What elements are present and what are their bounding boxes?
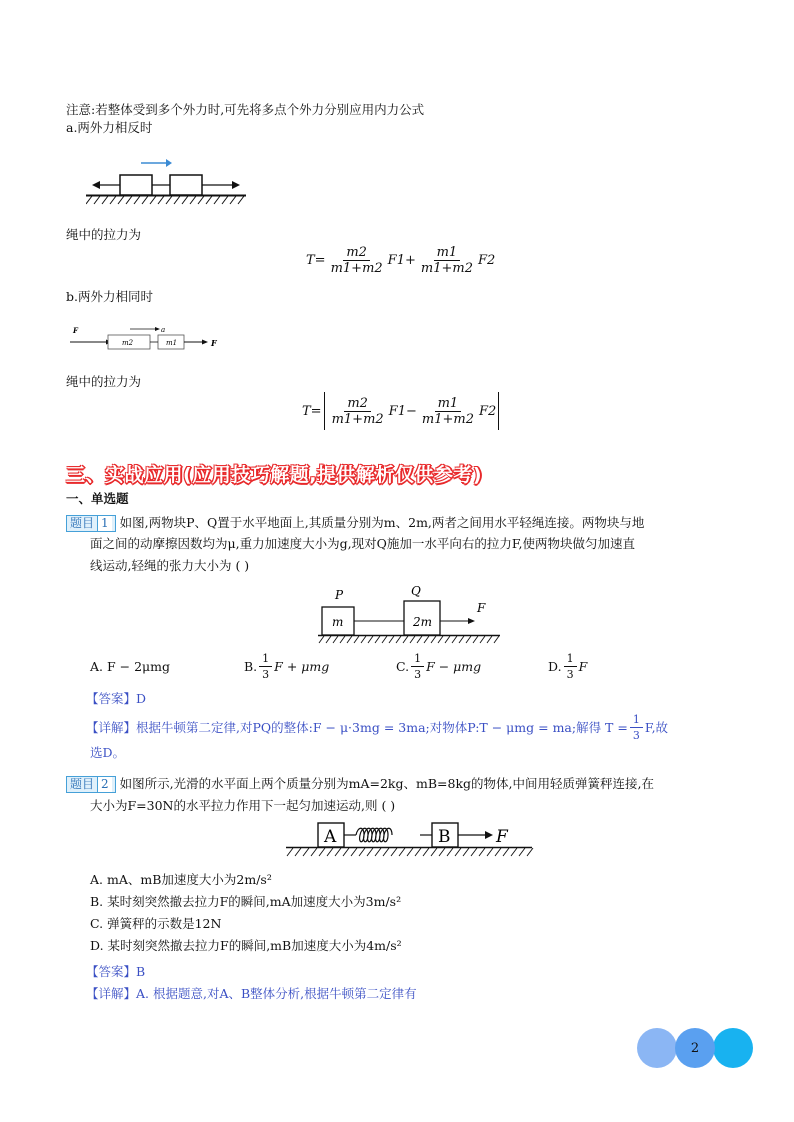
section-title-paren: (应用技巧解题,提供解析仅供参考): [183, 464, 483, 486]
q1-option-c-prefix: C.: [396, 658, 410, 674]
question-2-tag-label: 题目: [70, 777, 95, 791]
formula-b: [302, 392, 501, 430]
q1-option-d[interactable]: [548, 651, 587, 682]
formula-b-frac2-num: m1: [435, 396, 462, 412]
q2-label-f: F: [496, 827, 508, 847]
diagram-b-f-right: F: [211, 338, 217, 348]
formula-b-lhs: T=: [302, 403, 322, 419]
q1-option-d-frac-den: 3: [566, 668, 574, 681]
case-a-label: a.两外力相反时: [66, 120, 153, 135]
q1-option-b-suffix: F + μmg: [274, 658, 330, 674]
formula-b-frac1-den: m1+m2: [331, 411, 384, 427]
q1-option-c[interactable]: [396, 651, 481, 682]
question-1-line3: 线运动,轻绳的张力大小为 ( ): [90, 558, 250, 573]
block-left: [120, 175, 152, 195]
block-right: [170, 175, 202, 195]
case-b-tension-label: 绳中的拉力为: [66, 374, 142, 389]
formula-a-frac1-num: m2: [343, 245, 370, 261]
q1-analysis-line1: [86, 712, 668, 743]
q1-answer: 【答案】D: [86, 691, 147, 706]
question-1-tag-label: 题目: [70, 516, 95, 530]
diagram-b-accel: a: [161, 326, 166, 334]
q1-label-m: m: [332, 615, 344, 629]
formula-b-frac1-num: m2: [344, 396, 371, 412]
q1-option-a[interactable]: A. F − 2μmg: [90, 659, 170, 674]
question-2-line2: 大小为F=30N的水平拉力作用下一起匀加速运动,则 ( ): [90, 798, 396, 813]
page-decor-circle-left: [637, 1028, 677, 1068]
q2-analysis: 【详解】A. 根据题意,对A、B整体分析,根据牛顿第二定律有: [86, 986, 417, 1001]
q1-analysis-frac-den: 3: [632, 729, 640, 742]
formula-b-minus: −: [405, 403, 417, 419]
q1-analysis-line2: 选D。: [90, 745, 126, 760]
formula-a-frac2-num: m1: [434, 245, 461, 261]
q1-label-q: Q: [411, 584, 421, 598]
q2-label-a: A: [324, 827, 337, 847]
formula-a-f2: F2: [477, 253, 496, 268]
case-b-label: b.两外力相同时: [66, 289, 153, 304]
q1-analysis-frac-num: 1: [630, 712, 643, 728]
question-1-tag: [66, 515, 116, 532]
q2-option-a[interactable]: A. mA、mB加速度大小为2m/s²: [90, 872, 272, 887]
question-2-number: 2: [97, 777, 112, 792]
diagram-opposite-forces: [86, 156, 248, 208]
formula-b-frac2-den: m1+m2: [421, 411, 474, 427]
question-1-number: 1: [97, 516, 112, 531]
diagram-b-f-left: F: [73, 326, 78, 335]
section-title: [66, 460, 482, 487]
q1-option-b[interactable]: [244, 651, 329, 682]
q1-label-2m: 2m: [413, 615, 433, 629]
q2-option-c[interactable]: C. 弹簧秤的示数是12N: [90, 916, 222, 931]
q1-option-d-suffix: F: [578, 658, 588, 674]
question-2-diagram: [286, 819, 534, 859]
formula-b-f2: F2: [478, 403, 497, 419]
q2-option-d[interactable]: D. 某时刻突然撤去拉力F的瞬间,mB加速度大小为4m/s²: [90, 938, 402, 953]
q1-analysis-suffix: F,故: [644, 719, 669, 735]
q1-option-c-frac-den: 3: [414, 668, 422, 681]
diagram-b-m1: m1: [166, 339, 178, 347]
subheading-single-choice: 一、单选题: [66, 491, 129, 506]
question-1: [66, 514, 644, 532]
question-2: [66, 775, 654, 793]
q1-option-b-prefix: B.: [244, 658, 258, 674]
q1-option-b-frac-den: 3: [262, 668, 270, 681]
page-decor-circle-right: [713, 1028, 753, 1068]
page-number: 2: [675, 1028, 715, 1068]
q2-answer: 【答案】B: [86, 964, 146, 979]
diagram-b-m2: m2: [122, 339, 134, 347]
formula-a: [306, 245, 495, 276]
q1-option-b-frac-num: 1: [259, 651, 272, 667]
q1-option-c-frac-num: 1: [411, 651, 424, 667]
spring-scale: [356, 828, 392, 842]
question-1-line2: 面之间的动摩擦因数均为μ,重力加速度大小为g,现对Q施加一水平向右的拉力F,使两物块做匀加速直: [90, 536, 636, 551]
q2-label-b: B: [438, 827, 451, 847]
formula-b-f1: F1: [388, 403, 406, 419]
formula-a-plus: +: [404, 253, 416, 268]
q2-option-b[interactable]: B. 某时刻突然撤去拉力F的瞬间,mA加速度大小为3m/s²: [90, 894, 402, 909]
q1-option-d-frac-num: 1: [564, 651, 577, 667]
q1-option-d-prefix: D.: [548, 658, 562, 674]
formula-a-f1: F1: [387, 253, 405, 268]
q1-analysis-prefix: 【详解】根据牛顿第二定律,对PQ的整体:F − μ·3mg = 3ma;对物体P:T − μmg = ma;解得 T =: [86, 719, 628, 735]
formula-a-frac2-den: m1+m2: [420, 261, 473, 276]
note-text: 注意:若整体受到多个外力时,可先将多点个外力分别应用内力公式: [66, 102, 425, 117]
question-2-line1: 如图所示,光滑的水平面上两个质量分别为mA=2kg、mB=8kg的物体,中间用轻质弹簧秤连接,在: [119, 776, 655, 791]
q1-label-p: P: [335, 588, 344, 602]
q1-label-f: F: [477, 601, 486, 615]
formula-a-frac1-den: m1+m2: [330, 261, 383, 276]
question-2-tag: [66, 776, 116, 793]
section-title-main: 三、实战应用: [66, 464, 184, 486]
question-1-diagram: [318, 583, 502, 645]
case-a-tension-label: 绳中的拉力为: [66, 227, 142, 242]
q1-option-c-suffix: F − μmg: [426, 658, 482, 674]
question-1-line1: 如图,两物块P、Q置于水平地面上,其质量分别为m、2m,两者之间用水平轻绳连接。两物块与地: [119, 515, 645, 530]
diagram-same-forces: [70, 322, 230, 350]
formula-a-lhs: T=: [306, 253, 326, 268]
